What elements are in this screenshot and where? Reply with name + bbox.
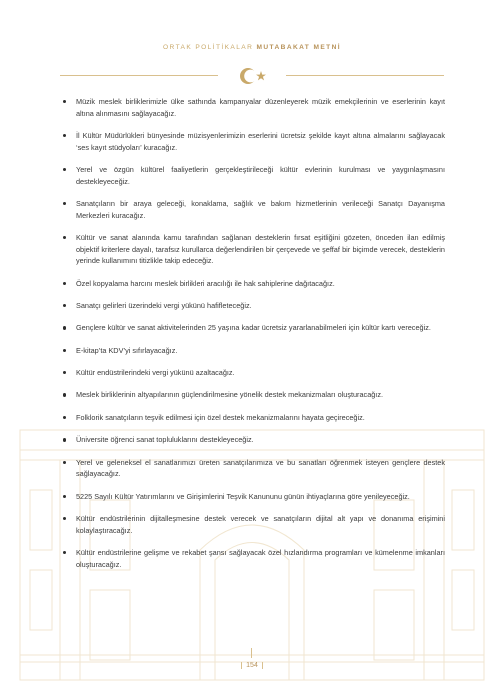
list-item: 5225 Sayılı Kültür Yatırımlarını ve Girişimlerini Teşvik Kanununu günün ihtiyaçlarına göre yenileyeceğiz. — [63, 491, 445, 503]
crescent-star-icon — [230, 66, 274, 86]
list-item: Folklorik sanatçıların teşvik edilmesi için özel destek mekanizmalarını hayata geçireceğiz. — [63, 412, 445, 424]
list-item: Sanatçı gelirleri üzerindeki vergi yükünü hafifleteceğiz. — [63, 300, 445, 312]
page-number: 154 — [241, 662, 263, 669]
list-item: E-kitap’ta KDV’yi sıfırlayacağız. — [63, 345, 445, 357]
policy-list — [63, 96, 445, 581]
running-header — [0, 44, 504, 51]
list-item: Meslek birliklerinin altyapılarının güçlendirilmesine yönelik destek mekanizmaları oluşturacağız. — [63, 389, 445, 401]
list-item: Müzik meslek birliklerimizle ülke sathında kampanyalar düzenleyerek müzik emekçilerinin ve eserlerinin kayıt altına alınmasını sağlayacağız. — [63, 96, 445, 119]
list-item: Kültür ve sanat alanında kamu tarafından sağlanan desteklerin fırsat eşitliğini gözeten, önceden ilan edilmiş objektif kriterlere dayalı, tarafsız kurullarca değerlendirilen bir çerçevede ve şeffaf bir biçimde verecek, desteklerin yerinde kullanımını titizlikle takip edeceğiz. — [63, 232, 445, 267]
list-item: Yerel ve özgün kültürel faaliyetlerin gerçekleştirileceği kültür evlerinin kurulması ve yaygınlaşmasını destekleyeceğiz. — [63, 164, 445, 187]
list-item: Kültür endüstrilerindeki vergi yükünü azaltacağız. — [63, 367, 445, 379]
list-item: İl Kültür Müdürlükleri bünyesinde müzisyenlerimizin eserlerini ücretsiz şekilde kayıt altına almalarını sağlayacak ‘ses kayıt stüdyoları’ kuracağız. — [63, 130, 445, 153]
divider-line-right — [286, 75, 444, 76]
list-item: Üniversite öğrenci sanat topluluklarını destekleyeceğiz. — [63, 434, 445, 446]
list-item: Sanatçıların bir araya geleceği, konaklama, sağlık ve bakım hizmetlerinin verileceği Sanatçı Dayanışma Merkezleri kuracağız. — [63, 198, 445, 221]
list-item: Gençlere kültür ve sanat aktivitelerinden 25 yaşına kadar ücretsiz yararlanabilmeleri için kültür kartı vereceğiz. — [63, 322, 445, 334]
footer-line — [251, 648, 252, 658]
header-title: MUTABAKAT METNİ — [256, 44, 341, 51]
list-item: Kültür endüstrilerine gelişme ve rekabet şansı sağlayacak özel hızlandırma programları ve kümelenme imkanları oluşturacağız. — [63, 547, 445, 570]
page-footer — [0, 648, 504, 672]
emblem-divider — [0, 66, 504, 86]
list-item: Yerel ve geleneksel el sanatlarımızı üreten sanatçılarımıza ve bu sanatları öğrenmek isteyen gençlere destek sağlayacağız. — [63, 457, 445, 480]
header-prefix: ORTAK POLİTİKALAR — [163, 44, 254, 51]
list-item: Özel kopyalama harcını meslek birlikleri aracılığı ile hak sahiplerine dağıtacağız. — [63, 278, 445, 290]
list-item: Kültür endüstrilerinin dijitalleşmesine destek verecek ve sanatçıların dijital alt yapı ve donanıma erişimini kolaylaştıracağız. — [63, 513, 445, 536]
divider-line-left — [60, 75, 218, 76]
